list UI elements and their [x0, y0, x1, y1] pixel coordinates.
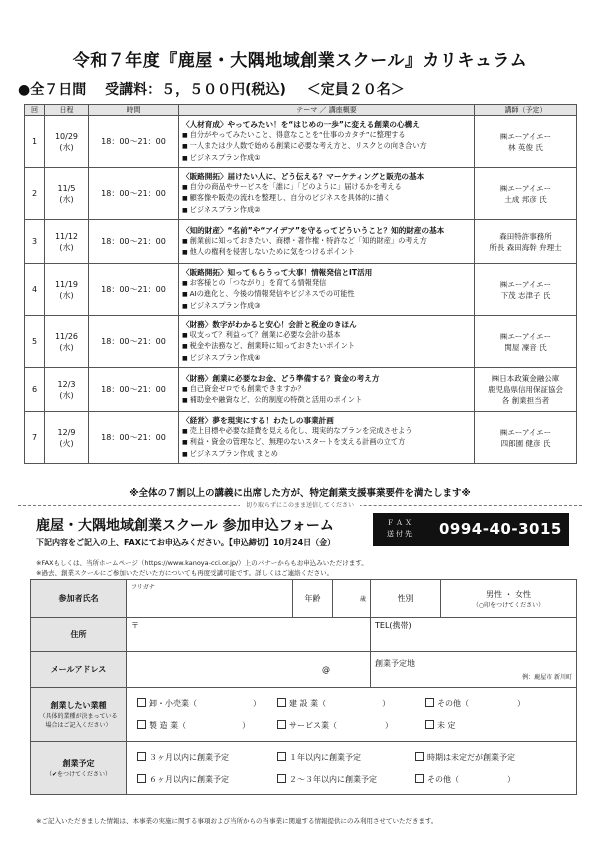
session-time: 18：00～21：00 [89, 168, 179, 220]
plan-options [127, 742, 577, 795]
instructor-name: 土成 邦彦 氏 [504, 194, 547, 204]
session-date: 12/3 (水) [45, 368, 89, 412]
business-option[interactable]: サービス業（ ） [277, 720, 393, 731]
plan-option[interactable]: ６ヶ月以内に創業予定 [137, 774, 229, 785]
session-time: 18：00～21：00 [89, 368, 179, 412]
topic-point: ■ ビジネスプラン作成③ [182, 301, 471, 313]
topic-title: 〈販路開拓〉届けたい人に、どう伝える？マーケティングと販売の基本 [182, 171, 425, 181]
instructor-org: ㈱エーアイエー [499, 183, 552, 193]
schedule-row [25, 264, 577, 316]
checkbox-icon[interactable] [137, 698, 146, 707]
instructor-name: 関屋 凜音 氏 [504, 342, 547, 352]
gender-field[interactable] [441, 580, 577, 618]
session-topic [179, 220, 475, 264]
topic-title: 〈財務〉数字がわかると安心！会計と税金のきほん [182, 319, 357, 329]
topic-point: ■ 一人または少人数で始める創業に必要な考え方と、リスクとの向き合い方 [182, 141, 471, 153]
plan-option[interactable]: ２～３年以内に創業予定 [277, 774, 377, 785]
fax-note: ※FAXもしくは、当所ホームページ（https://www.kanoya-cci.or.jp/）上のバナーからもお申込みいただけます。 [36, 559, 368, 567]
session-instructor [475, 116, 577, 168]
instructor-org: ㈱エーアイエー [499, 131, 552, 141]
schedule-row [25, 116, 577, 168]
cut-line [18, 500, 582, 510]
email-field[interactable]: @ [127, 652, 371, 688]
session-number: 6 [25, 368, 45, 412]
session-instructor [475, 220, 577, 264]
session-number: 1 [25, 116, 45, 168]
topic-point: ■ 他人の権利を侵害しないために気をつけるポイント [182, 247, 471, 259]
session-topic [179, 116, 475, 168]
instructor-org: ㈱エーアイエー [499, 427, 552, 437]
checkbox-icon[interactable] [425, 720, 434, 729]
session-instructor [475, 264, 577, 316]
schedule-row [25, 316, 577, 368]
age-label: 年齢 [293, 580, 333, 618]
topic-point: ■ 自分がやってみたいこと、得意なことを“仕事のカタチ”に整理する [182, 130, 471, 142]
plan-option[interactable]: その他（ ） [415, 774, 515, 785]
topic-point: ■ 補助金や融資など、公的制度の特徴と活用のポイント [182, 395, 471, 407]
fax-label: ＦＡＸ 送付先 [387, 519, 414, 538]
instructor-org: ㈱日本政策金融公庫 [491, 374, 560, 383]
topic-point: ■ 収支って？利益って？創業に必要な会計の基本 [182, 330, 471, 342]
name-label: 参加者氏名 [31, 580, 127, 618]
session-number: 2 [25, 168, 45, 220]
session-time: 18：00～21：00 [89, 412, 179, 464]
session-topic [179, 412, 475, 464]
page-title: 令和７年度『鹿屋・大隅地域創業スクール』カリキュラム [72, 51, 528, 71]
instructor-org: ㈱エーアイエー [499, 279, 552, 289]
topic-point: ■ 税金や法務など、創業時に知っておきたいポイント [182, 341, 471, 353]
session-topic [179, 368, 475, 412]
privacy-footnote: ※ご記入いただきました情報は、本事業の実施に関する事項および当所からの当事業に関連する情報提供にのみ利用させていただきます。 [36, 817, 438, 825]
checkbox-icon[interactable] [277, 752, 286, 761]
instructor-name: 四郎園 健彦 氏 [500, 438, 551, 448]
checkbox-icon[interactable] [137, 774, 146, 783]
instructor-org: 森田特許事務所 [499, 231, 552, 241]
topic-title: 〈販路開拓〉知ってもらうって大事！情報発信とIT活用 [182, 267, 373, 277]
topic-point: ■ 売上目標や必要な経費を見える化し、現実的なプランを完成させよう [182, 426, 471, 438]
instructor-name: 林 英俊 氏 [508, 142, 543, 152]
topic-point: ■ お客様との「つながり」を育てる情報発信 [182, 278, 471, 290]
plan-option[interactable]: １年以内に創業予定 [277, 752, 361, 763]
instructor-name: 下茂 志津子 氏 [500, 290, 551, 300]
topic-point: ■ 自分の商品やサービスを「誰に」「どのように」届けるかを考える [182, 182, 471, 194]
business-option[interactable]: その他（ ） [425, 698, 525, 709]
session-number: 7 [25, 412, 45, 464]
col-header-time: 時間 [89, 105, 179, 116]
address-label: 住所 [31, 618, 127, 652]
checkbox-icon[interactable] [137, 752, 146, 761]
col-header-topic: テーマ ／ 講座概要 [179, 105, 475, 116]
topic-point: ■ ビジネスプラン作成 まとめ [182, 449, 471, 461]
checkbox-icon[interactable] [415, 752, 424, 761]
schedule-row [25, 168, 577, 220]
session-date: 11/19 (水) [45, 264, 89, 316]
gender-label: 性別 [371, 580, 441, 618]
checkbox-icon[interactable] [425, 698, 434, 707]
session-time: 18：00～21：00 [89, 316, 179, 368]
topic-title: 〈知的財産〉“名前”や“アイデア”を守るってどういうこと？知的財産の基本 [182, 225, 445, 235]
topic-title: 〈経営〉夢を現実にする！わたしの事業計画 [182, 415, 334, 425]
schedule-row [25, 220, 577, 264]
instructor-name: 所長 森田海幹 弁理士 [489, 242, 562, 252]
topic-title: 〈財務〉創業に必要なお金、どう準備する？資金の考え方 [182, 373, 380, 383]
checkbox-icon[interactable] [277, 720, 286, 729]
session-time: 18：00～21：00 [89, 220, 179, 264]
course-fee: 受講料：５，５００円(税込) [105, 82, 286, 98]
tel-label: TEL(携帯) [375, 621, 412, 630]
instructor-org: ㈱エーアイエー [499, 331, 552, 341]
address-field[interactable]: 〒 [127, 618, 371, 652]
session-topic [179, 168, 475, 220]
course-summary [18, 79, 405, 99]
topic-point: ■ 自己資金ゼロでも創業できますか？ [182, 384, 471, 396]
business-option[interactable]: 未 定 [425, 720, 456, 731]
topic-point: ■ 創業前に知っておきたい、商標・著作権・特許など「知的財産」の考え方 [182, 236, 471, 248]
form-instruction: 下記内容をご記入の上、FAXにてお申込みください。【申込締切】10月24日（金） [36, 538, 336, 547]
business-label: 創業したい業種 （具体的業種が決まっている 場合はご記入ください） [31, 688, 127, 742]
session-count: ●全７日間 [18, 82, 87, 98]
checkbox-icon[interactable] [137, 720, 146, 729]
checkbox-icon[interactable] [415, 774, 424, 783]
capacity: ＜定員２０名＞ [306, 82, 405, 98]
name-field[interactable]: フリガナ [127, 580, 293, 618]
session-date: 11/5 (水) [45, 168, 89, 220]
business-options [127, 688, 577, 742]
business-option[interactable]: 製 造 業（ ） [137, 720, 250, 731]
checkbox-icon[interactable] [277, 698, 286, 707]
col-header-date: 日程 [45, 105, 89, 116]
schedule-row [25, 368, 577, 412]
form-title: 鹿屋・大隅地域創業スクール 参加申込フォーム [36, 518, 334, 534]
checkbox-icon[interactable] [277, 774, 286, 783]
session-time: 18：00～21：00 [89, 116, 179, 168]
email-label: メールアドレス [31, 652, 127, 688]
session-number: 4 [25, 264, 45, 316]
topic-point: ■ ビジネスプラン作成② [182, 205, 471, 217]
topic-point: ■ ビジネスプラン作成④ [182, 353, 471, 365]
business-option[interactable]: 建 設 業（ ） [277, 698, 390, 709]
session-date: 11/26 (水) [45, 316, 89, 368]
gender-options: 男性 ・ 女性 [485, 589, 532, 599]
business-option[interactable]: 卸・小売業（ ） [137, 698, 261, 709]
session-number: 3 [25, 220, 45, 264]
session-instructor [475, 412, 577, 464]
fax-number: 0994-40-3015 [439, 520, 562, 538]
topic-title: 〈人材育成〉やってみたい！を“はじめの一歩”に変える創業の心構え [182, 119, 420, 129]
past-participant-note: ※過去、創業スクールにご参加いただいた方についても再度受講可能です。詳しくはご連絡ください。 [36, 569, 334, 577]
schedule-row [25, 412, 577, 464]
curriculum-table [24, 104, 577, 464]
application-form [30, 579, 577, 795]
instructor-name: 鹿児島県信用保証協会 [488, 385, 563, 394]
tel-field[interactable] [371, 618, 577, 652]
attendance-note: ※全体の７割以上の講義に出席した方が、特定創業支援事業要件を満たします※ [129, 488, 471, 499]
plan-option[interactable]: 時期は未定だが創業予定 [415, 752, 515, 763]
fax-box [373, 513, 569, 546]
col-header-instructor: 講師（予定） [475, 105, 577, 116]
plan-label: 創業予定 （✔をつけてください） [31, 742, 127, 795]
plan-option[interactable]: ３ヶ月以内に創業予定 [137, 752, 229, 763]
gender-note: （○印をつけてください） [472, 601, 545, 609]
session-date: 12/9 (火) [45, 412, 89, 464]
session-instructor [475, 168, 577, 220]
age-field[interactable]: 歳 [333, 580, 371, 618]
col-header-no: 回 [25, 105, 45, 116]
topic-point: ■ 利益・資金の管理など、無理のないスタートを支える計画の立て方 [182, 437, 471, 449]
topic-point: ■ ビジネスプラン作成① [182, 153, 471, 165]
location-label: 創業予定地 [375, 659, 415, 668]
session-instructor [475, 368, 577, 412]
location-example: 例：鹿屋市 新川町 [522, 674, 572, 681]
session-instructor [475, 316, 577, 368]
cut-line-text: 切り取らずにこのまま送信してください [240, 500, 360, 509]
session-topic [179, 316, 475, 368]
topic-point: ■ AIの進化と、今後の情報発信やビジネスでの可能性 [182, 289, 471, 301]
topic-point: ■ 顧客像や販売の流れを整理し、自分のビジネスを具体的に描く [182, 193, 471, 205]
session-topic [179, 264, 475, 316]
session-date: 10/29 (水) [45, 116, 89, 168]
session-date: 11/12 (水) [45, 220, 89, 264]
session-time: 18：00～21：00 [89, 264, 179, 316]
instructor-extra: 各 創業担当者 [501, 396, 550, 405]
location-field[interactable] [371, 652, 577, 688]
session-number: 5 [25, 316, 45, 368]
